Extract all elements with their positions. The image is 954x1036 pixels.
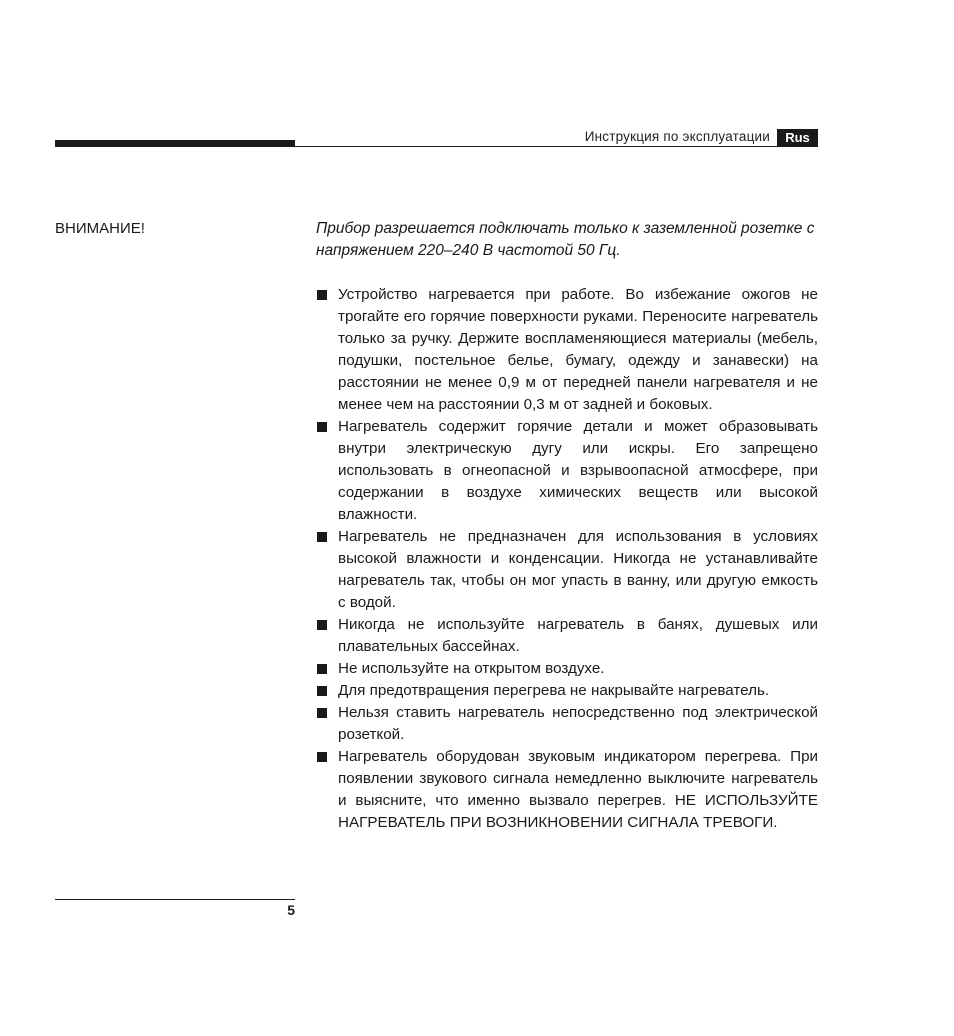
list-item-text: Нагреватель содержит горячие детали и может образовывать внутри электрическую дугу или искры. Его запрещено использовать в огнеопасной и взрывоопасной атмосфере, при содержании в воздухе химических веществ или высокой влажности. [338,418,818,523]
bullet-square-icon [317,686,327,696]
safety-list [316,284,818,834]
list-item [316,680,818,702]
footer-rule [55,899,295,900]
list-item-text: Устройство нагревается при работе. Во избежание ожогов не трогайте его горячие поверхности руками. Переносите нагреватель только за ручку. Держите воспламеняющиеся материалы (мебель, подушки, постельное белье, бумагу, одежду и занавески) на расстоянии не менее 0,9 м от передней панели нагревателя и не менее чем на расстоянии 0,3 м от задней и боковых. [338,286,818,413]
warning-label: ВНИМАНИЕ! [55,220,145,237]
bullet-square-icon [317,752,327,762]
list-item [316,658,818,680]
intro-paragraph: Прибор разрешается подключать только к заземленной розетке с напряжением 220–240 В частотой 50 Гц. [316,220,815,259]
bullet-square-icon [317,532,327,542]
bullet-square-icon [317,620,327,630]
language-badge: Rus [777,129,818,146]
list-item [316,284,818,416]
list-item [316,614,818,658]
list-item [316,746,818,834]
list-item [316,416,818,526]
bullet-square-icon [317,422,327,432]
bullet-square-icon [317,290,327,300]
list-item-text: Никогда не используйте нагреватель в банях, душевых или плавательных бассейнах. [338,616,818,655]
list-item [316,526,818,614]
list-item-text: Нагреватель оборудован звуковым индикатором перегрева. При появлении звукового сигнала немедленно выключите нагреватель и выясните, что именно вызвало перегрев. НЕ ИСПОЛЬЗУЙТЕ НАГРЕВАТЕЛЬ ПРИ ВОЗНИКНОВЕНИИ СИГНАЛА ТРЕВОГИ. [338,748,818,831]
header-bar [55,140,295,147]
list-item [316,702,818,746]
page-number: 5 [287,902,295,918]
header-rule [295,146,818,147]
bullet-square-icon [317,708,327,718]
list-item-text: Для предотвращения перегрева не накрывайте нагреватель. [338,682,770,699]
list-item-text: Нагреватель не предназначен для использования в условиях высокой влажности и конденсации. Никогда не устанавливайте нагреватель так, чтобы он мог упасть в ванну, или другую емкость с водой. [338,528,818,611]
list-item-text: Не используйте на открытом воздухе. [338,660,605,677]
list-item-text: Нельзя ставить нагреватель непосредственно под электрической розеткой. [338,704,818,743]
header-title: Инструкция по эксплуатации [584,129,770,144]
bullet-square-icon [317,664,327,674]
